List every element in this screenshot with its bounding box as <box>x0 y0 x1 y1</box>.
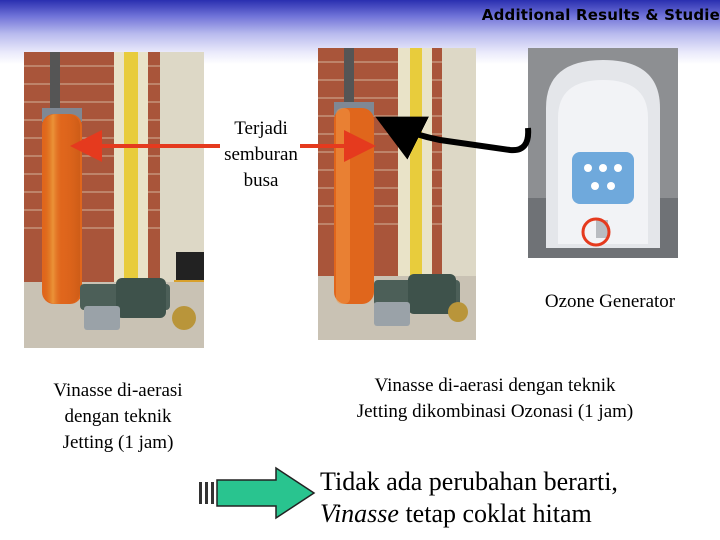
callout-line: semburan <box>224 144 298 165</box>
outlet-highlight-circle <box>583 219 609 245</box>
conclusion-text <box>320 466 720 530</box>
conclusion-line-2 <box>320 498 720 530</box>
foam-callout <box>210 116 312 194</box>
ozone-generator-label: Ozone Generator <box>544 291 676 312</box>
caption-line: dengan teknik <box>64 406 172 427</box>
conclusion-arrow-icon <box>199 468 314 518</box>
caption-line: Vinasse di-aerasi <box>53 380 183 401</box>
caption-left <box>28 378 208 456</box>
vinasse-term: Vinasse <box>320 499 399 528</box>
conclusion-line-1: Tidak ada perubahan berarti, <box>320 467 618 496</box>
caption-line: Vinasse di-aerasi dengan teknik <box>374 375 616 396</box>
slide-title: Additional Results & Studie <box>481 6 720 24</box>
caption-line: Jetting (1 jam) <box>62 432 174 453</box>
black-hose-arrow <box>386 122 528 150</box>
caption-line: Jetting dikombinasi Ozonasi (1 jam) <box>356 401 634 422</box>
callout-line: Terjadi <box>234 118 288 139</box>
callout-line: busa <box>243 170 279 191</box>
conclusion-line-2-rest: tetap coklat hitam <box>398 499 592 528</box>
caption-middle <box>300 373 690 425</box>
